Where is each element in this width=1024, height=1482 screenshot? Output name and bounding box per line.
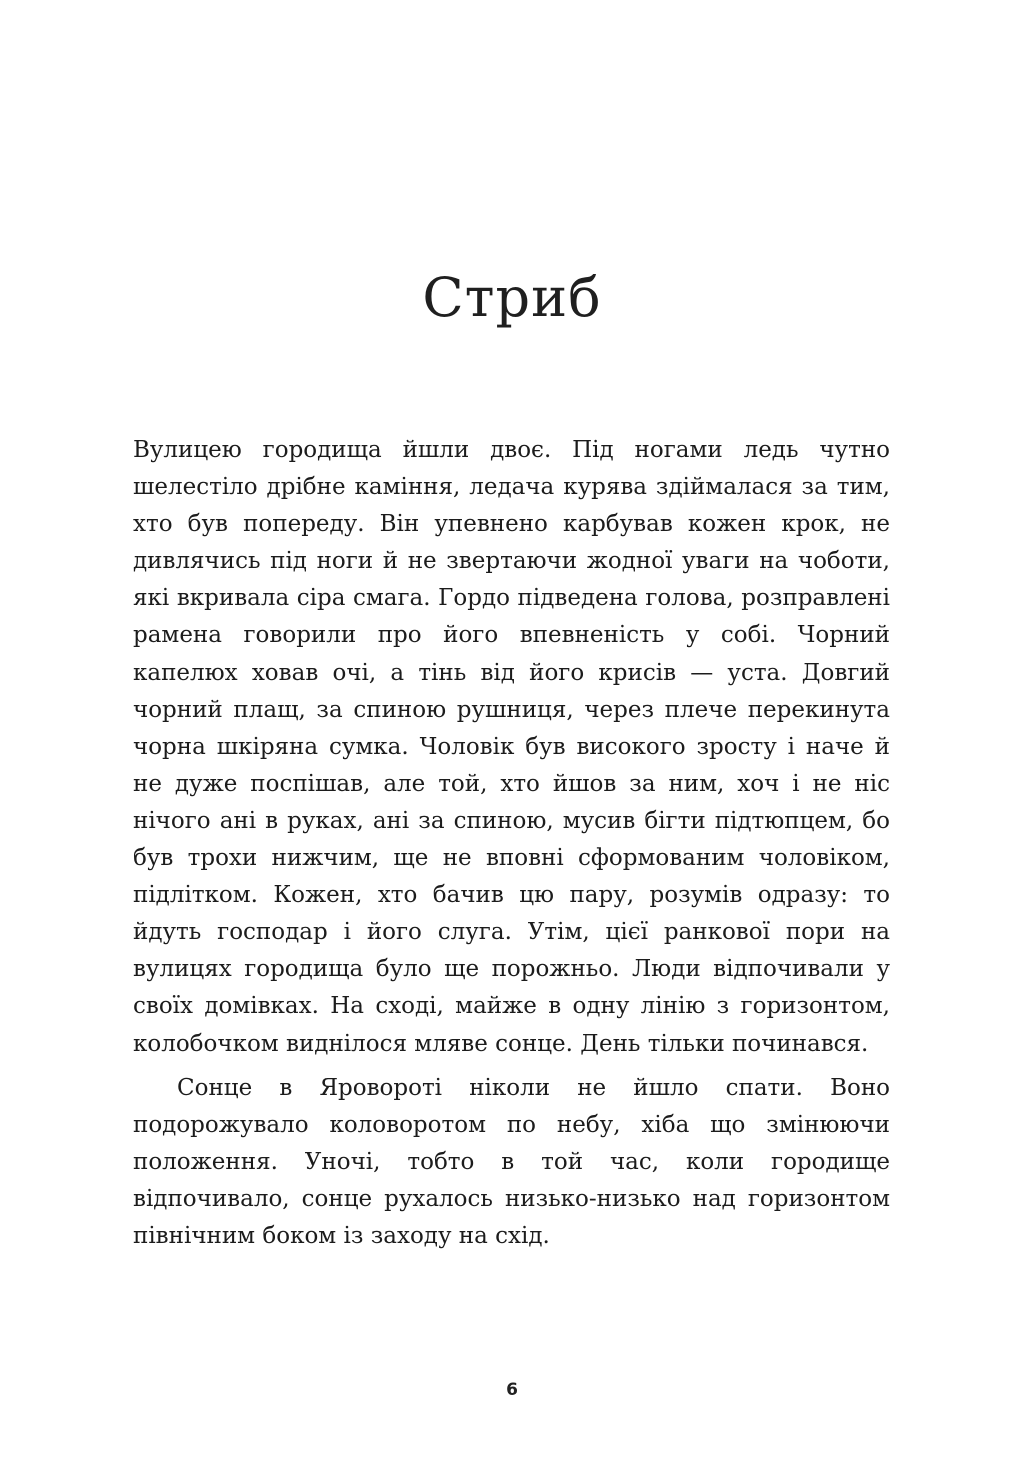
chapter-title: Стриб [422,266,602,329]
paragraph-2: Сонце в Яровороті ніколи не йшло спати. Воно подорожувало коловоротом по небу, хіба що змінюючи положення. Уночі, тобто в той час, коли городище відпочивало, сонце рухалось низько-низько над горизонтом північним боком із заходу на схід. [133,1074,890,1249]
body-text [133,432,890,1255]
paragraph-1: Вулицею городища йшли двоє. Під ногами ледь чутно шелестіло дрібне каміння, ледача курява здіймалася за тим, хто був попереду. Він упевнено карбував кожен крок, не дивлячись під ноги й не звертаючи жодної уваги на чоботи, які вкривала сіра смага. Гордо підведена голова, розправлені рамена говорили про його впевненість у собі. Чорний капелюх ховав очі, а тінь від його крисів — уста. Довгий чорний плащ, за спиною рушниця, через плече перекинута чорна шкіряна сумка. Чоловік був високого зросту і наче й не дуже поспішав, але той, хто йшов за ним, хоч і не ніс нічого ані в руках, ані за спиною, мусив бігти підтюпцем, бо був трохи нижчим, ще не вповні сформованим чоловіком, підлітком. Кожен, хто бачив цю пару, розумів одразу: то йдуть господар і його слуга. Утім, цієї ранкової пори на вулицях городища було ще порожньо. Люди відпочивали у своїх домівках. На сході, майже в одну лінію з горизонтом, колобочком виднілося мляве сонце. День тільки починався. [133,437,890,1057]
page-number: 6 [506,1380,518,1400]
